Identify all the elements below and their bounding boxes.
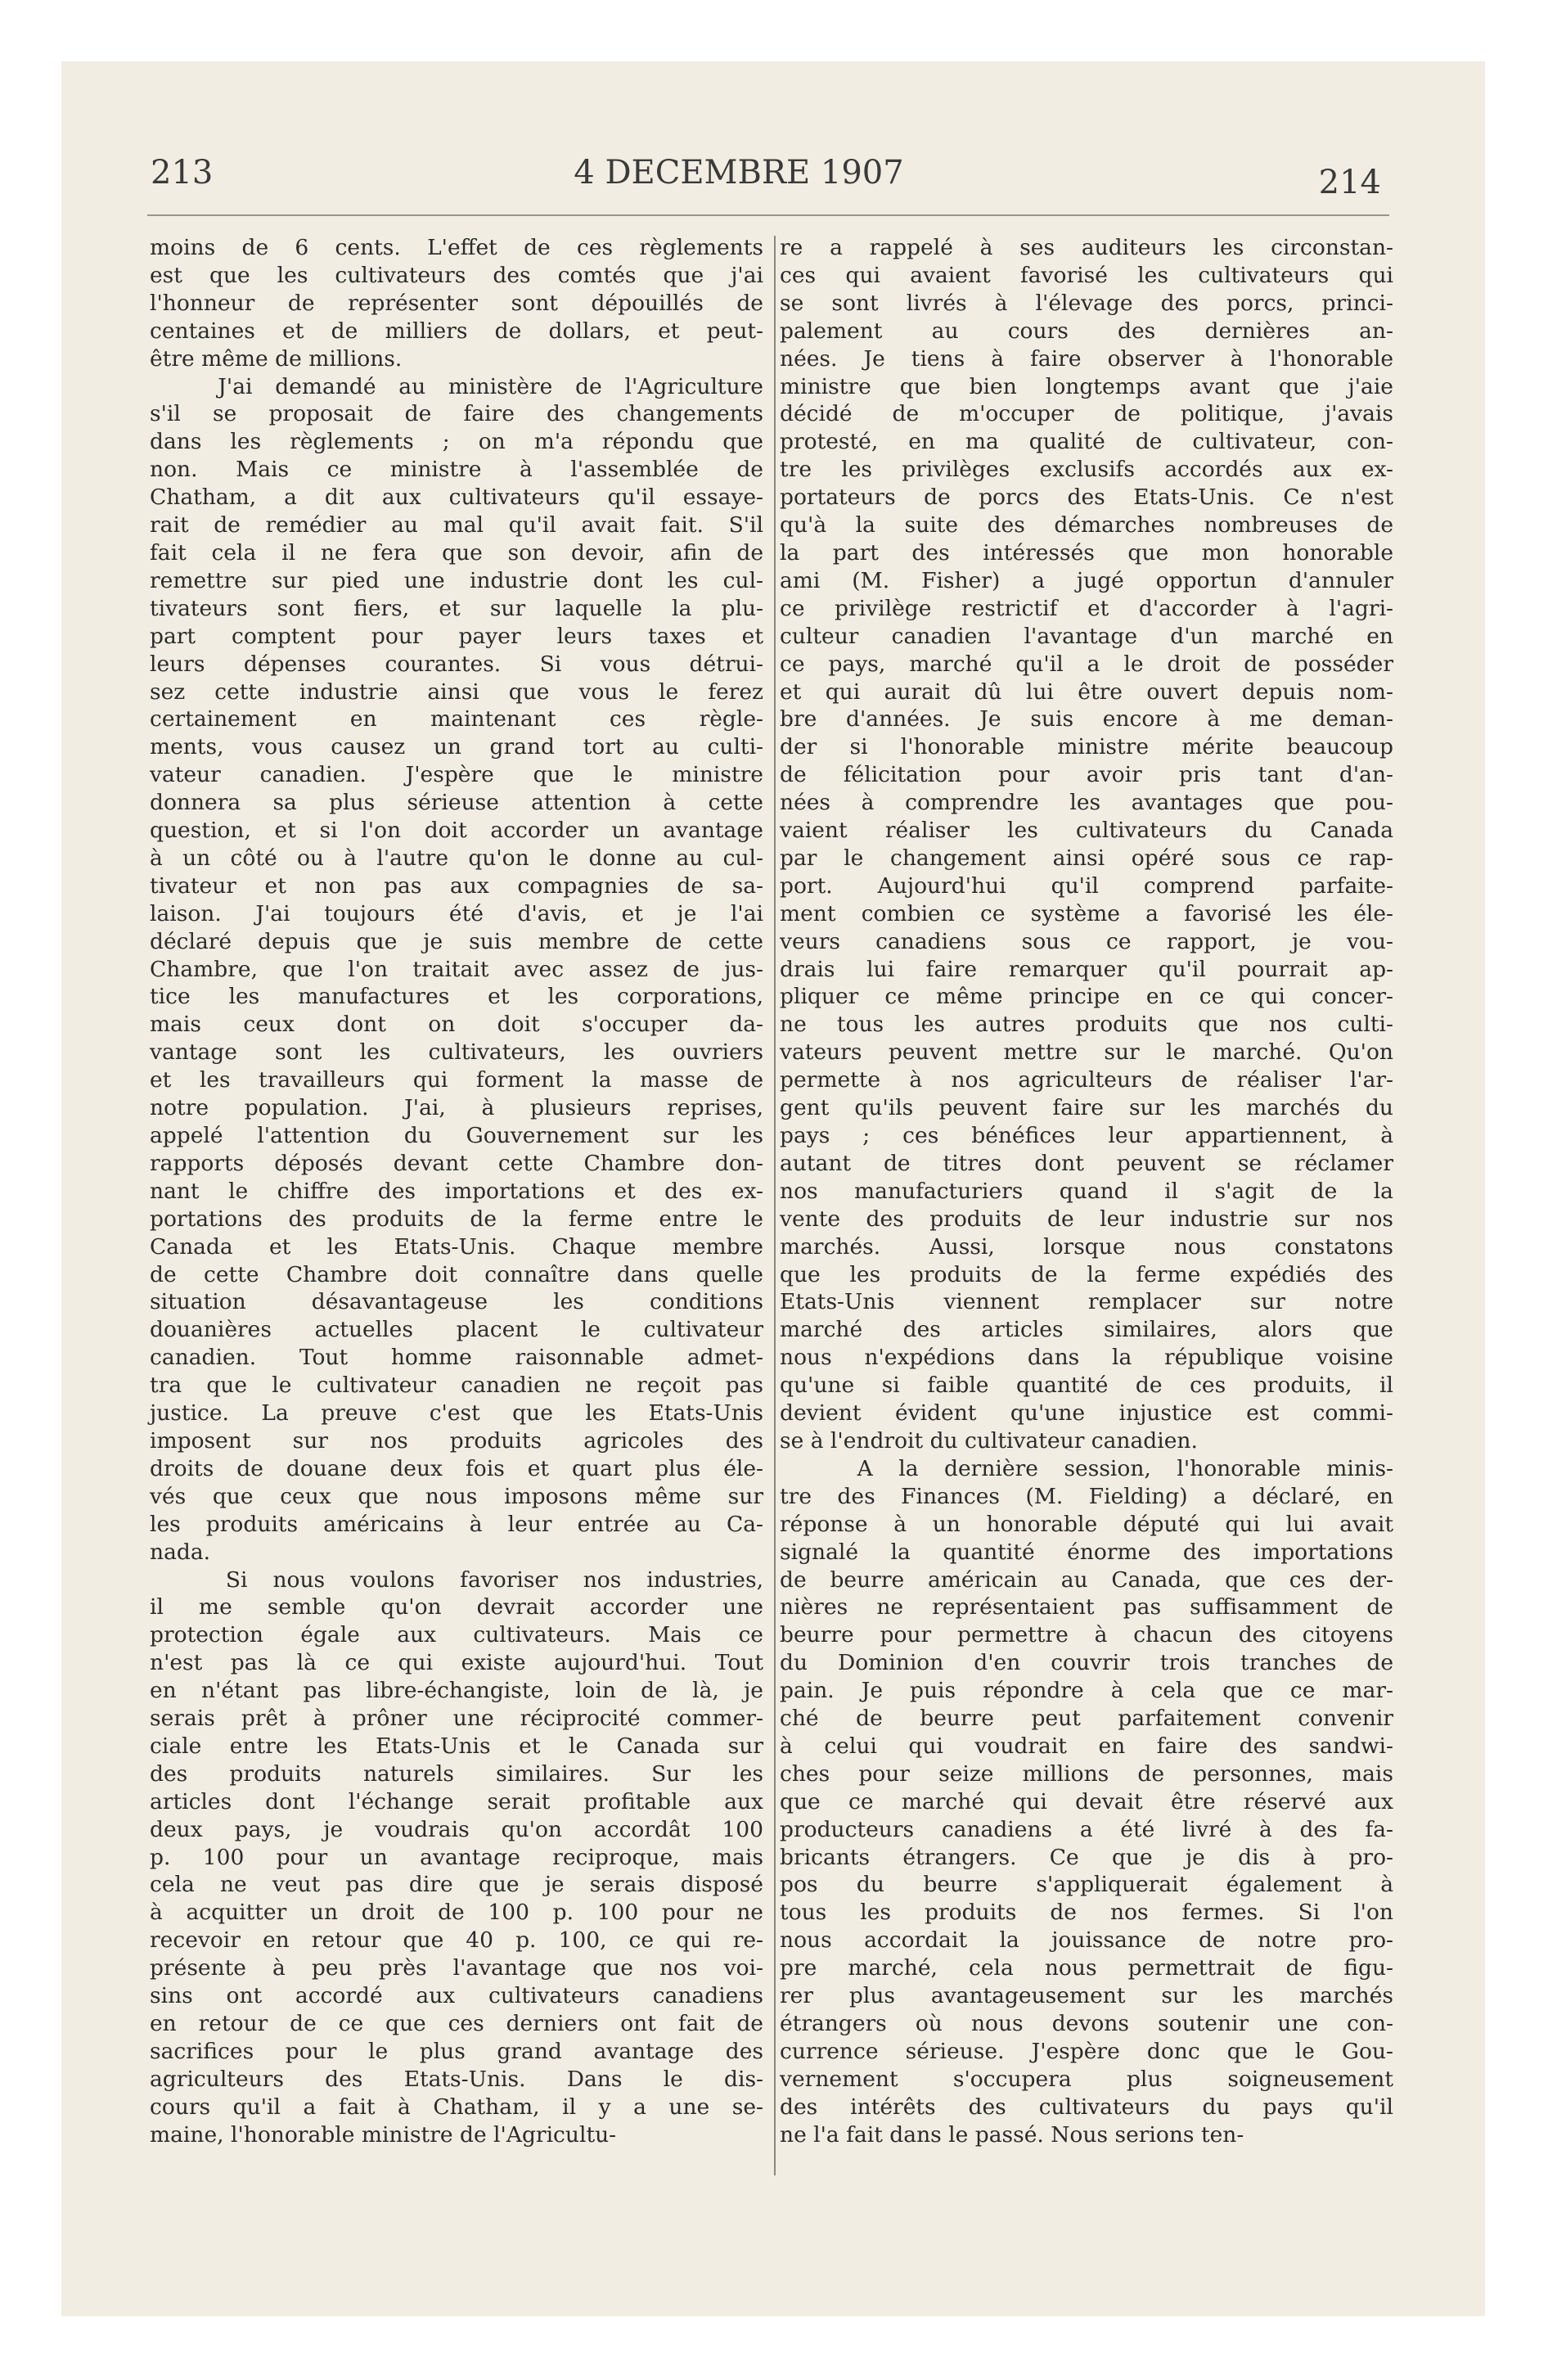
- text-line: et les travailleurs qui forment la masse de: [150, 1067, 763, 1093]
- text-line: rer plus avantageusement sur les marchés: [780, 1983, 1393, 2009]
- text-line: notre population. J'ai, à plusieurs reprises,: [150, 1095, 763, 1121]
- text-line: n'est pas là ce qui existe aujourd'hui. Tout: [150, 1650, 763, 1676]
- text-line: serais prêt à prôner une réciprocité commer-: [150, 1706, 763, 1732]
- text-line: nous n'expédions dans la république voisine: [780, 1345, 1393, 1371]
- text-line: nant le chiffre des importations et des ex-: [150, 1178, 763, 1204]
- text-line: pos du beurre s'appliquerait également à: [780, 1872, 1393, 1898]
- text-line: remettre sur pied une industrie dont les cul-: [150, 567, 763, 593]
- text-line: tice les manufactures et les corporations,: [150, 984, 763, 1010]
- text-line: justice. La preuve c'est que les Etats-Unis: [150, 1400, 763, 1427]
- text-line: ment combien ce système a favorisé les éle-: [780, 900, 1393, 926]
- text-line: Etats-Unis viennent remplacer sur notre: [780, 1289, 1393, 1315]
- text-line: réponse à un honorable député qui lui avait: [780, 1511, 1393, 1537]
- text-line: port. Aujourd'hui qu'il comprend parfaite-: [780, 872, 1393, 899]
- text-line: Canada et les Etats-Unis. Chaque membre: [150, 1233, 763, 1260]
- text-line: marché des articles similaires, alors que: [780, 1317, 1393, 1343]
- text-line: en n'étant pas libre-échangiste, loin de là, je: [150, 1678, 763, 1704]
- text-line: droits de douane deux fois et quart plus éle-: [150, 1455, 763, 1481]
- text-line: pain. Je puis répondre à cela que ce mar-: [780, 1678, 1393, 1704]
- text-line: producteurs canadiens a été livré à des fa-: [780, 1816, 1393, 1842]
- text-line: en retour de ce que ces derniers ont fait de: [150, 2011, 763, 2036]
- text-line: leurs dépenses courantes. Si vous détrui-: [150, 651, 763, 677]
- text-line: tivateur et non pas aux compagnies de sa-: [150, 872, 763, 899]
- right-column: [780, 234, 1393, 2149]
- text-line: Chambre, que l'on traitait avec assez de jus-: [150, 956, 763, 982]
- text-line: que les produits de la ferme expédiés des: [780, 1261, 1393, 1287]
- text-line: appelé l'attention du Gouvernement sur les: [150, 1123, 763, 1148]
- text-line: vateurs peuvent mettre sur le marché. Qu'on: [780, 1039, 1393, 1066]
- text-line: s'il se proposait de faire des changements: [150, 401, 763, 427]
- text-line: beurre pour permettre à chacun des citoyens: [780, 1622, 1393, 1648]
- text-line: bre d'années. Je suis encore à me deman-: [780, 706, 1393, 732]
- text-line: cela ne veut pas dire que je serais disposé: [150, 1872, 763, 1898]
- text-line: nous accordait la jouissance de notre pro-: [780, 1927, 1393, 1954]
- text-line: étrangers où nous devons soutenir une con-: [780, 2011, 1393, 2036]
- text-line: il me semble qu'on devrait accorder une: [150, 1594, 763, 1620]
- text-line: pre marché, cela nous permettrait de figu-: [780, 1955, 1393, 1981]
- text-line: gent qu'ils peuvent faire sur les marchés du: [780, 1095, 1393, 1121]
- text-line: ciale entre les Etats-Unis et le Canada sur: [150, 1733, 763, 1759]
- text-line: ce privilège restrictif et d'accorder à l'agri-: [780, 595, 1393, 621]
- text-line: par le changement ainsi opéré sous ce rap-: [780, 845, 1393, 871]
- page-number-left: 213: [151, 154, 214, 192]
- text-line: tre des Finances (M. Fielding) a déclaré, en: [780, 1483, 1393, 1509]
- text-line: ne tous les autres produits que nos culti-: [780, 1012, 1393, 1038]
- text-line: ami (M. Fisher) a jugé opportun d'annuler: [780, 567, 1393, 593]
- text-line: déclaré depuis que je suis membre de cette: [150, 928, 763, 954]
- text-line: ministre que bien longtemps avant que j'aie: [780, 373, 1393, 399]
- text-line: nada.: [150, 1539, 211, 1565]
- text-line: ce pays, marché qu'il a le droit de posséder: [780, 651, 1393, 677]
- page-header: [97, 139, 1381, 201]
- text-line: der si l'honorable ministre mérite beaucoup: [780, 734, 1393, 760]
- text-line: de cette Chambre doit connaître dans quelle: [150, 1261, 763, 1287]
- page-number-right: 214: [1318, 164, 1381, 201]
- text-line: laison. J'ai toujours été d'avis, et je l'ai: [150, 900, 763, 926]
- text-line: re a rappelé à ses auditeurs les circonstan-: [780, 235, 1393, 260]
- text-line: que ce marché qui devait être réservé aux: [780, 1788, 1393, 1814]
- text-line: Si nous voulons favoriser nos industries,: [150, 1566, 763, 1593]
- text-line: nières ne représentaient pas suffisamment de: [780, 1594, 1393, 1620]
- text-line: bricants étrangers. Ce que je dis à pro-: [780, 1844, 1393, 1870]
- text-line: sacrifices pour le plus grand avantage des: [150, 2038, 763, 2064]
- text-line: de beurre américain au Canada, que ces der-: [780, 1566, 1393, 1593]
- text-line: tra que le cultivateur canadien ne reçoit pas: [150, 1373, 763, 1399]
- text-line: pliquer ce même principe en ce qui concer-: [780, 984, 1393, 1010]
- text-line: devient évident qu'une injustice est commi-: [780, 1400, 1393, 1427]
- text-line: rait de remédier au mal qu'il avait fait. S'il: [150, 512, 763, 539]
- text-line: douanières actuelles placent le cultivateur: [150, 1317, 763, 1343]
- text-line: autant de titres dont peuvent se réclamer: [780, 1150, 1393, 1176]
- text-line: qu'à la suite des démarches nombreuses de: [780, 512, 1393, 539]
- text-line: nées. Je tiens à faire observer à l'honorable: [780, 345, 1393, 372]
- text-line: tre les privilèges exclusifs accordés aux ex-: [780, 457, 1393, 483]
- text-line: portations des produits de la ferme entre le: [150, 1206, 763, 1232]
- text-line: est que les cultivateurs des comtés que j'ai: [150, 262, 763, 288]
- text-line: des produits naturels similaires. Sur les: [150, 1760, 763, 1787]
- text-line: se à l'endroit du cultivateur canadien.: [780, 1427, 1198, 1454]
- text-line: qu'une si faible quantité de ces produits, il: [780, 1373, 1393, 1399]
- text-line: signalé la quantité énorme des importations: [780, 1539, 1393, 1565]
- text-line: pays ; ces bénéfices leur appartiennent, à: [780, 1123, 1393, 1148]
- text-line: ne l'a fait dans le passé. Nous serions ten-: [780, 2121, 1244, 2148]
- text-line: ments, vous causez un grand tort au culti-: [150, 734, 763, 760]
- text-line: drais lui faire remarquer qu'il pourrait ap-: [780, 956, 1393, 982]
- text-line: part comptent pour payer leurs taxes et: [150, 623, 763, 649]
- text-line: vés que ceux que nous imposons même sur: [150, 1483, 763, 1509]
- text-line: de félicitation pour avoir pris tant d'an-: [780, 762, 1393, 788]
- text-line: recevoir en retour que 40 p. 100, ce qui re-: [150, 1927, 763, 1954]
- text-line: marchés. Aussi, lorsque nous constatons: [780, 1233, 1393, 1260]
- header-rule: [147, 214, 1389, 216]
- text-line: cours qu'il a fait à Chatham, il y a une se-: [150, 2094, 763, 2120]
- text-line: Chatham, a dit aux cultivateurs qu'il essaye-: [150, 485, 763, 511]
- text-line: protesté, en ma qualité de cultivateur, con-: [780, 429, 1393, 455]
- text-line: vateur canadien. J'espère que le ministre: [150, 762, 763, 788]
- text-line: dans les règlements ; on m'a répondu que: [150, 429, 763, 455]
- text-line: l'honneur de représenter sont dépouillés de: [150, 290, 763, 316]
- text-line: présente à peu près l'avantage que nos voi-: [150, 1955, 763, 1981]
- text-line: J'ai demandé au ministère de l'Agriculture: [150, 373, 763, 399]
- text-line: ches pour seize millions de personnes, mais: [780, 1760, 1393, 1787]
- text-line: centaines et de milliers de dollars, et peut-: [150, 318, 763, 344]
- text-line: protection égale aux cultivateurs. Mais ce: [150, 1622, 763, 1648]
- text-line: du Dominion d'en couvrir trois tranches de: [780, 1650, 1393, 1676]
- text-line: les produits américains à leur entrée au Ca-: [150, 1511, 763, 1537]
- text-line: ché de beurre peut parfaitement convenir: [780, 1706, 1393, 1732]
- text-line: permette à nos agriculteurs de réaliser l'ar-: [780, 1067, 1393, 1093]
- text-line: donnera sa plus sérieuse attention à cette: [150, 790, 763, 816]
- text-line: sins ont accordé aux cultivateurs canadiens: [150, 1983, 763, 2009]
- text-line: certainement en maintenant ces règle-: [150, 706, 763, 732]
- text-line: mais ceux dont on doit s'occuper da-: [150, 1012, 763, 1038]
- text-line: vente des produits de leur industrie sur nos: [780, 1206, 1393, 1232]
- text-line: portateurs de porcs des Etats-Unis. Ce n'est: [780, 485, 1393, 511]
- text-line: vernement s'occupera plus soigneusement: [780, 2066, 1393, 2092]
- text-line: des intérêts des cultivateurs du pays qu'il: [780, 2094, 1393, 2120]
- page-title: 4 DECEMBRE 1907: [574, 154, 904, 192]
- text-line: canadien. Tout homme raisonnable admet-: [150, 1345, 763, 1371]
- text-line: culteur canadien l'avantage d'un marché en: [780, 623, 1393, 649]
- text-line: veurs canadiens sous ce rapport, je vou-: [780, 928, 1393, 954]
- text-line: situation désavantageuse les conditions: [150, 1289, 763, 1315]
- text-line: ces qui avaient favorisé les cultivateurs qui: [780, 262, 1393, 288]
- text-line: palement au cours des dernières an-: [780, 318, 1393, 344]
- text-line: et qui aurait dû lui être ouvert depuis nom-: [780, 678, 1393, 705]
- left-column: [150, 234, 763, 2149]
- text-line: vantage sont les cultivateurs, les ouvriers: [150, 1039, 763, 1066]
- text-line: maine, l'honorable ministre de l'Agricultu-: [150, 2121, 617, 2148]
- text-line: se sont livrés à l'élevage des porcs, princi-: [780, 290, 1393, 316]
- text-line: à celui qui voudrait en faire des sandwi-: [780, 1733, 1393, 1759]
- text-line: vaient réaliser les cultivateurs du Canada: [780, 818, 1393, 844]
- text-line: nos manufacturiers quand il s'agit de la: [780, 1178, 1393, 1204]
- text-line: agriculteurs des Etats-Unis. Dans le dis-: [150, 2066, 763, 2092]
- text-line: rapports déposés devant cette Chambre don-: [150, 1150, 763, 1176]
- text-line: tivateurs sont fiers, et sur laquelle la plu-: [150, 595, 763, 621]
- text-line: la part des intéressés que mon honorable: [780, 539, 1393, 566]
- text-line: à acquitter un droit de 100 p. 100 pour ne: [150, 1900, 763, 1926]
- text-line: à un côté ou à l'autre qu'on le donne au cul-: [150, 845, 763, 871]
- text-line: deux pays, je voudrais qu'on accordât 100: [150, 1816, 763, 1842]
- text-line: currence sérieuse. J'espère donc que le Gou-: [780, 2038, 1393, 2064]
- text-line: question, et si l'on doit accorder un avantage: [150, 818, 763, 844]
- column-divider: [774, 236, 776, 2175]
- text-line: articles dont l'échange serait profitable aux: [150, 1788, 763, 1814]
- text-line: moins de 6 cents. L'effet de ces règlements: [150, 235, 763, 260]
- text-line: décidé de m'occuper de politique, j'avais: [780, 401, 1393, 427]
- text-line: non. Mais ce ministre à l'assemblée de: [150, 457, 763, 483]
- text-line: imposent sur nos produits agricoles des: [150, 1427, 763, 1454]
- text-line: tous les produits de nos fermes. Si l'on: [780, 1900, 1393, 1926]
- text-line: sez cette industrie ainsi que vous le ferez: [150, 678, 763, 705]
- text-line: être même de millions.: [150, 345, 403, 372]
- text-line: A la dernière session, l'honorable minis-: [780, 1455, 1393, 1481]
- text-line: nées à comprendre les avantages que pou-: [780, 790, 1393, 816]
- text-line: fait cela il ne fera que son devoir, afin de: [150, 539, 763, 566]
- text-line: p. 100 pour un avantage reciproque, mais: [150, 1844, 763, 1870]
